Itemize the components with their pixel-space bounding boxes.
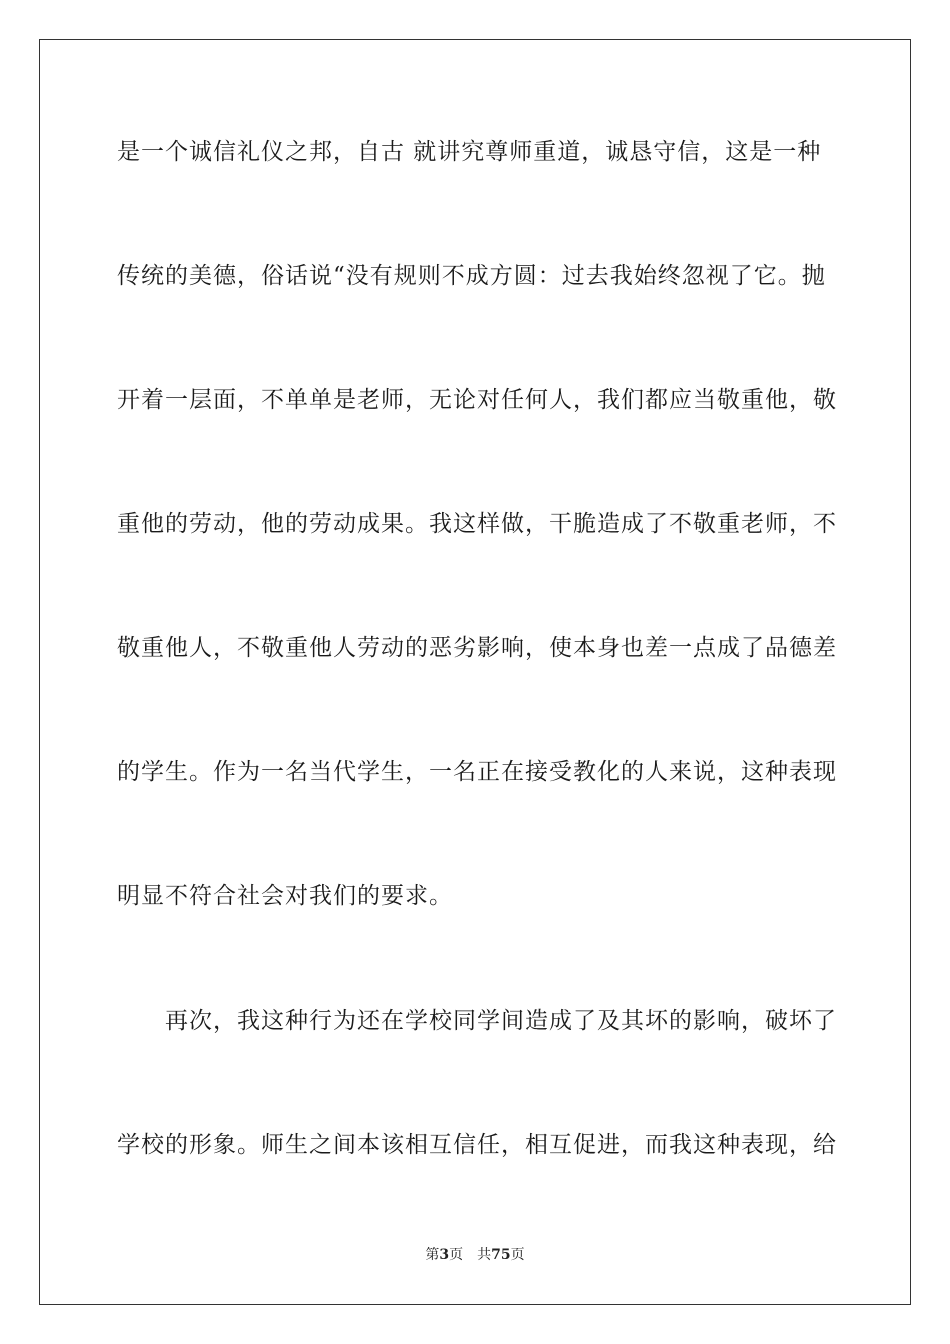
body-text-line-2: 传统的美德，俗话说“没有规则不成方圆：过去我始终忽视了它。抛 <box>117 263 826 289</box>
body-text-line-3: 开着一层面，不单单是老师，无论对任何人，我们都应当敬重他，敬 <box>117 387 837 413</box>
footer-total-prefix: 共 <box>477 1247 492 1263</box>
footer-total-pages: 75 <box>491 1247 511 1263</box>
body-text-line-4: 重他的劳动，他的劳动成果。我这样做，干脆造成了不敬重老师，不 <box>117 511 837 537</box>
body-text-line-7: 明显不符合社会对我们的要求。 <box>117 883 453 909</box>
body-text-line-8: 再次，我这种行为还在学校同学间造成了及其坏的影响，破坏了 <box>117 1008 837 1034</box>
page-border <box>39 39 911 1305</box>
footer-page-prefix: 第 <box>425 1247 440 1263</box>
footer-page-suffix: 页 <box>449 1247 464 1263</box>
page-footer <box>0 1246 950 1264</box>
footer-total-suffix: 页 <box>510 1247 525 1263</box>
footer-current-page: 3 <box>439 1247 450 1263</box>
body-text-line-9: 学校的形象。师生之间本该相互信任，相互促进，而我这种表现，给 <box>117 1132 837 1158</box>
body-text-line-1: 是一个诚信礼仪之邦，自古 就讲究尊师重道，诚恳守信，这是一种 <box>117 139 822 165</box>
body-text-line-5: 敬重他人，不敬重他人劳动的恶劣影响，使本身也差一点成了品德差 <box>117 635 837 661</box>
body-text-line-6: 的学生。作为一名当代学生，一名正在接受教化的人来说，这种表现 <box>117 759 837 785</box>
